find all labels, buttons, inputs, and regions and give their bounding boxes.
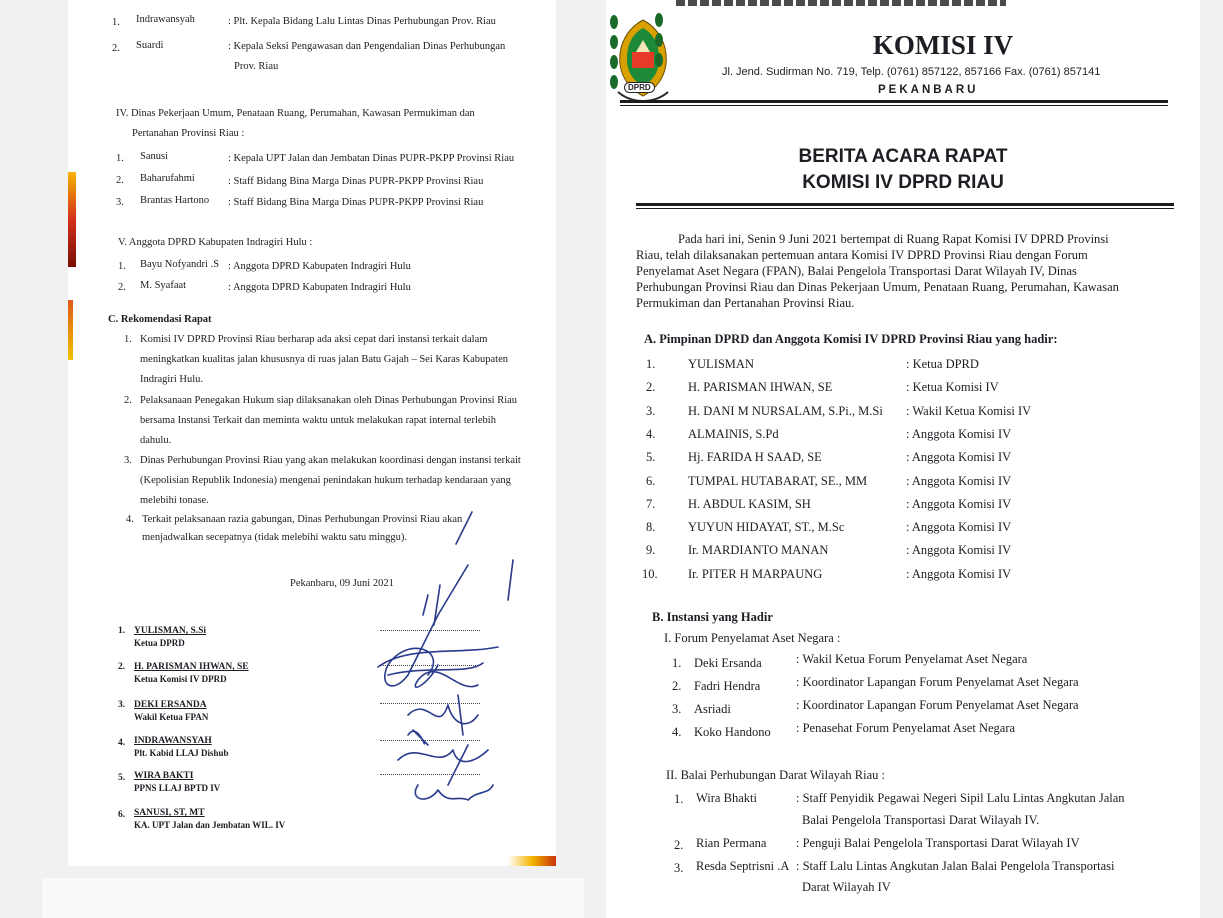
attendee-name: M. Syafaat — [140, 280, 187, 291]
list-number: 3. — [116, 197, 124, 208]
section-heading-continued: Pertanahan Provinsi Riau : — [132, 128, 245, 139]
recommendation-line: meningkatkan kualitas jalan khususnya di ruas jalan Batu Gajah – Sei Karas Kabupaten — [140, 354, 508, 365]
member-role: : Anggota Komisi IV — [906, 566, 1012, 581]
letterhead-rule — [620, 105, 1168, 106]
member-role: : Ketua DPRD — [906, 357, 979, 371]
document-title: BERITA ACARA RAPAT — [798, 146, 1008, 167]
attendee-name: Deki Ersanda — [694, 656, 762, 670]
section-heading: C. Rekomendasi Rapat — [108, 314, 212, 325]
section-heading: A. Pimpinan DPRD dan Anggota Komisi IV DPRD Provinsi Riau yang hadir: — [644, 332, 1058, 346]
list-number: 3. — [674, 861, 684, 875]
section-heading: IV. Dinas Pekerjaan Umum, Penataan Ruang, Perumahan, Kawasan Permukiman dan — [116, 108, 475, 119]
recommendation-line: Komisi IV DPRD Provinsi Riau berharap ada aksi cepat dari instansi terkait dalam — [140, 334, 488, 345]
page-edge-stain — [68, 300, 73, 360]
attendee-role-continued: Prov. Riau — [234, 61, 279, 72]
list-number: 1. — [124, 334, 132, 345]
member-role: : Anggota Komisi IV — [906, 496, 1012, 511]
page-corner-stain — [508, 856, 556, 866]
list-number: 4. — [672, 725, 682, 739]
list-number: 3. — [672, 702, 682, 716]
list-number: 2. — [118, 662, 126, 672]
intro-line: Perhubungan Provinsi Riau dan Dinas Pekerjaan Umum, Penataan Ruang, Perumahan, Kawasan — [636, 280, 1119, 294]
signatory-title: Plt. Kabid LLAJ Dishub — [134, 748, 229, 758]
signatory-name: H. PARISMAN IHWAN, SE — [134, 662, 249, 672]
recommendation-line: melebihi tonase. — [140, 495, 209, 506]
signatory-name: WIRA BAKTI — [134, 771, 194, 781]
attendee-name: Sanusi — [140, 151, 169, 162]
list-number: 2. — [672, 679, 682, 693]
attendee-role: : Kepala UPT Jalan dan Jembatan Dinas PUPR-PKPP Provinsi Riau — [228, 153, 515, 164]
list-number: 2. — [674, 838, 684, 852]
letterhead-address: Jl. Jend. Sudirman No. 719, Telp. (0761) 857122, 857166 Fax. (0761) 857141 — [722, 66, 1101, 78]
organization-name: KOMISI IV — [872, 30, 1014, 60]
recommendation-line: Indragiri Hulu. — [140, 374, 203, 385]
attendee-role: : Penasehat Forum Penyelamat Aset Negara — [796, 721, 1016, 735]
member-name: YUYUN HIDAYAT, ST., M.Sc — [688, 520, 845, 535]
attendee-name: Resda Septrisni .A — [696, 859, 790, 873]
attendee-role: : Anggota DPRD Kabupaten Indragiri Hulu — [228, 282, 411, 293]
list-number: 1. — [118, 626, 126, 636]
list-number: 7. — [646, 496, 656, 511]
title-rule — [636, 208, 1174, 209]
attendee-name: Suardi — [136, 40, 164, 51]
title-rule — [636, 203, 1174, 206]
member-role: : Anggota Komisi IV — [906, 473, 1012, 488]
attendee-role: : Wakil Ketua Forum Penyelamat Aset Negara — [796, 652, 1028, 666]
member-name: Ir. PITER H MARPAUNG — [688, 566, 823, 581]
signatory-name: DEKI ERSANDA — [134, 700, 207, 710]
attendee-name: Bayu Nofyandri .S — [140, 259, 220, 270]
attendee-role: : Anggota DPRD Kabupaten Indragiri Hulu — [228, 261, 411, 272]
place-date: Pekanbaru, 09 Juni 2021 — [290, 578, 394, 589]
list-number: 5. — [118, 773, 126, 783]
attendee-role-continued: Darat Wilayah IV — [802, 880, 891, 894]
list-number: 1. — [116, 153, 124, 164]
list-number: 1. — [112, 17, 120, 28]
letterhead-rule — [620, 100, 1168, 103]
list-number: 2. — [646, 380, 656, 395]
member-role: : Anggota Komisi IV — [906, 450, 1012, 465]
cropped-letterhead-line — [676, 0, 1006, 14]
intro-line: Riau, telah dilaksanakan pertemuan antara Komisi IV DPRD Provinsi Riau dengan Forum — [636, 248, 1088, 262]
signatory-title: PPNS LLAJ BPTD IV — [134, 783, 221, 793]
recommendation-line: menjadwalkan secepatnya (tidak melebihi waktu satu minggu). — [142, 532, 408, 543]
list-number: 3. — [124, 455, 132, 466]
signatory-title: KA. UPT Jalan dan Jembatan WIL. IV — [134, 820, 286, 830]
signatory-name: SANUSI, ST, MT — [134, 808, 205, 818]
subsection-heading: II. Balai Perhubungan Darat Wilayah Riau : — [666, 768, 885, 782]
signatory-name: INDRAWANSYAH — [134, 736, 212, 746]
member-role: : Anggota Komisi IV — [906, 520, 1012, 535]
list-number: 2. — [118, 282, 126, 293]
left-document-page — [68, 0, 556, 866]
page-edge-stain — [68, 172, 76, 267]
attendee-name: Asriadi — [694, 702, 731, 716]
attendee-name: Koko Handono — [694, 725, 771, 739]
attendee-name: Brantas Hartono — [140, 195, 210, 206]
member-name: Hj. FARIDA H SAAD, SE — [688, 450, 822, 465]
member-name: ALMAINIS, S.Pd — [688, 426, 779, 441]
section-heading: V. Anggota DPRD Kabupaten Indragiri Hulu : — [118, 237, 313, 248]
member-name: YULISMAN — [688, 357, 754, 371]
member-name: H. PARISMAN IHWAN, SE — [688, 380, 833, 395]
attendee-role: : Penguji Balai Pengelola Transportasi Darat Wilayah IV — [796, 836, 1080, 850]
list-number: 4. — [118, 738, 126, 748]
attendee-name: Fadri Hendra — [694, 679, 761, 693]
list-number: 3. — [118, 700, 126, 710]
list-number: 1. — [646, 357, 656, 371]
recommendation-line: (Kepolisian Republik Indonesia) mengenai penindakan hukum terhadap kendaraan yang — [140, 475, 511, 486]
list-number: 8. — [646, 520, 656, 535]
right-document-page — [606, 0, 1200, 918]
list-number: 6. — [118, 810, 126, 820]
list-number: 9. — [646, 543, 656, 558]
intro-line: Pada hari ini, Senin 9 Juni 2021 bertempat di Ruang Rapat Komisi IV DPRD Provinsi — [678, 232, 1109, 246]
attendee-name: Baharufahmi — [140, 173, 195, 184]
signatory-title: Wakil Ketua FPAN — [134, 712, 209, 722]
list-number: 10. — [642, 566, 658, 581]
attendee-name: Wira Bhakti — [696, 791, 757, 805]
member-role: : Wakil Ketua Komisi IV — [906, 403, 1032, 418]
member-role: : Anggota Komisi IV — [906, 543, 1012, 558]
list-number: 5. — [646, 450, 656, 465]
list-number: 2. — [116, 175, 124, 186]
letterhead-city: PEKANBARU — [878, 84, 979, 96]
handwritten-mark — [450, 508, 480, 548]
attendee-role-continued: Balai Pengelola Transportasi Darat Wilayah IV. — [802, 813, 1040, 827]
list-number: 4. — [646, 426, 656, 441]
member-role: : Ketua Komisi IV — [906, 380, 999, 395]
member-name: H. DANI M NURSALAM, S.Pi., M.Si — [688, 403, 883, 418]
next-page-edge — [42, 878, 584, 918]
recommendation-line: Dinas Perhubungan Provinsi Riau yang akan melakukan koordinasi dengan instansi terkait — [140, 455, 521, 466]
attendee-role: : Koordinator Lapangan Forum Penyelamat Aset Negara — [796, 698, 1079, 712]
member-name: TUMPAL HUTABARAT, SE., MM — [688, 473, 868, 488]
attendee-role: : Staff Bidang Bina Marga Dinas PUPR-PKPP Provinsi Riau — [228, 197, 484, 208]
list-number: 3. — [646, 403, 656, 418]
recommendation-line: bersama Instansi Terkait dan meminta waktu untuk melakukan rapat internal terlebih — [140, 415, 496, 426]
section-heading: B. Instansi yang Hadir — [652, 610, 773, 624]
signatory-title: Ketua DPRD — [134, 638, 185, 648]
recommendation-line: Pelaksanaan Penegakan Hukum siap dilaksanakan oleh Dinas Perhubungan Provinsi Riau — [140, 395, 518, 406]
attendee-role: : Kepala Seksi Pengawasan dan Pengendalian Dinas Perhubungan — [228, 41, 506, 52]
list-number: 2. — [112, 43, 120, 54]
recommendation-line: dahulu. — [140, 435, 172, 446]
list-number: 6. — [646, 473, 656, 488]
intro-line: Penyelamat Aset Negara (FPAN), Balai Pengelola Transportasi Darat Wilayah IV, Dinas — [636, 264, 1077, 278]
list-number: 4. — [126, 514, 134, 525]
document-subtitle: KOMISI IV DPRD RIAU — [802, 172, 1004, 193]
list-number: 1. — [674, 792, 684, 806]
attendee-role: : Staff Penyidik Pegawai Negeri Sipil Lalu Lintas Angkutan Jalan — [796, 791, 1125, 805]
attendee-role: : Plt. Kepala Bidang Lalu Lintas Dinas Perhubungan Prov. Riau — [228, 16, 496, 27]
signatory-name: YULISMAN, S.Si — [134, 626, 207, 636]
list-number: 1. — [118, 261, 126, 272]
attendee-role: : Koordinator Lapangan Forum Penyelamat Aset Negara — [796, 675, 1079, 689]
attendee-name: Rian Permana — [696, 836, 767, 850]
attendee-role: : Staff Bidang Bina Marga Dinas PUPR-PKPP Provinsi Riau — [228, 176, 484, 187]
list-number: 2. — [124, 395, 132, 406]
member-name: Ir. MARDIANTO MANAN — [688, 543, 829, 558]
signatory-title: Ketua Komisi IV DPRD — [134, 674, 227, 684]
attendee-name: Indrawansyah — [136, 14, 195, 25]
logo-label: DPRD — [624, 82, 655, 93]
handwritten-signatures — [368, 555, 518, 825]
recommendation-line: Terkait pelaksanaan razia gabungan, Dinas Perhubungan Provinsi Riau akan — [142, 514, 463, 525]
attendee-role: : Staff Lalu Lintas Angkutan Jalan Balai Pengelola Transportasi — [796, 859, 1115, 873]
list-number: 1. — [672, 656, 682, 670]
member-name: H. ABDUL KASIM, SH — [688, 496, 811, 511]
subsection-heading: I. Forum Penyelamat Aset Negara : — [664, 631, 841, 645]
member-role: : Anggota Komisi IV — [906, 426, 1012, 441]
intro-line: Permukiman dan Pertanahan Provinsi Riau. — [636, 296, 855, 310]
